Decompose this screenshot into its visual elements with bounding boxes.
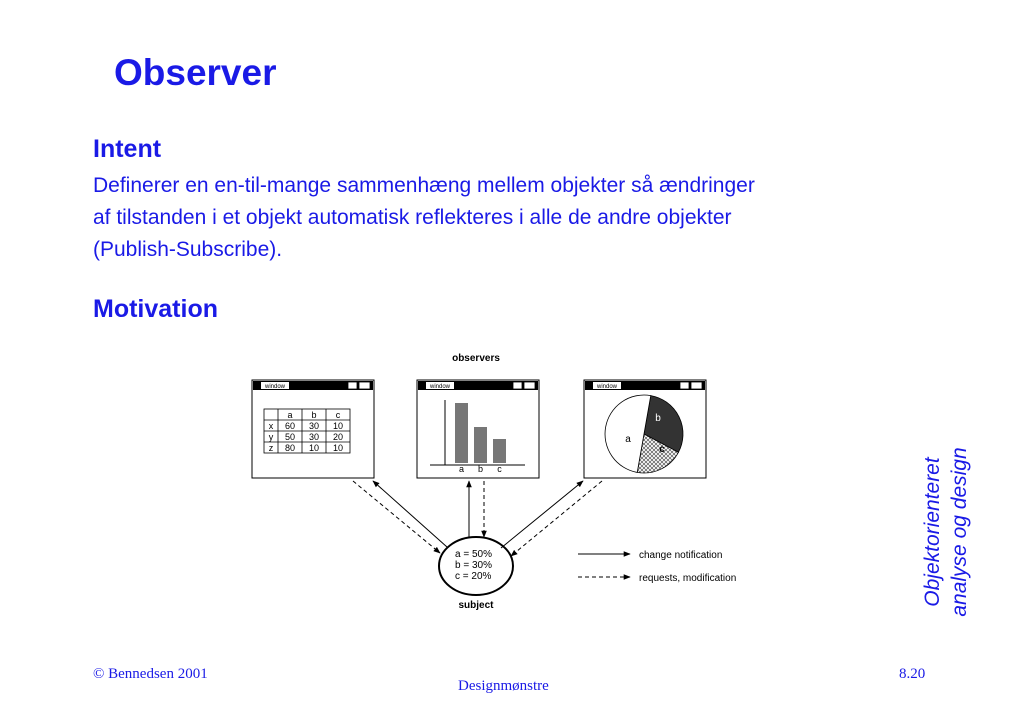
intent-line: af tilstanden i et objekt automatisk reflekteres i alle de andre objekter <box>93 206 732 229</box>
diagram-legend <box>578 550 736 584</box>
table-cell: 50 <box>284 432 296 442</box>
course-title-line: Objektorienteret <box>921 457 944 607</box>
subject-label: subject <box>458 600 494 611</box>
data-table <box>264 409 350 453</box>
bar <box>474 427 487 463</box>
bar <box>493 439 506 463</box>
footer-center: Designmønstre <box>458 678 549 694</box>
footer-copyright: © Bennedsen 2001 <box>93 666 208 682</box>
pie-label: c <box>659 444 665 455</box>
footer-page-number: 8.20 <box>899 666 926 682</box>
spreadsheet-window <box>252 380 374 478</box>
notify-arrow <box>373 481 447 547</box>
pie-label: b <box>655 413 661 424</box>
table-row-label: z <box>268 443 274 453</box>
subject-value: c = 20% <box>455 571 492 582</box>
pie-label: a <box>625 434 631 445</box>
table-cell: 30 <box>308 421 320 431</box>
legend-requests: requests, modification <box>639 573 737 584</box>
intent-line: (Publish-Subscribe). <box>93 238 283 261</box>
pie-chart-window <box>584 380 706 478</box>
slide-title: Observer <box>114 52 277 93</box>
table-cell: 20 <box>332 432 344 442</box>
course-title-line: analyse og design <box>948 447 971 617</box>
bar-label: a <box>458 464 465 474</box>
window-resize-icon <box>691 382 702 389</box>
request-arrow <box>353 481 440 553</box>
window-button-icon <box>513 382 522 389</box>
intent-line: Definerer en en-til-mange sammenhæng mellem objekter så ændringer <box>93 174 755 197</box>
intent-heading: Intent <box>93 135 162 163</box>
window-title: window <box>596 384 618 390</box>
observers-label: observers <box>452 353 500 364</box>
table-row-label: y <box>268 432 274 442</box>
subject-value: b = 30% <box>455 560 492 571</box>
table-header-cell: c <box>335 410 341 420</box>
subject-value: a = 50% <box>455 549 492 560</box>
pie <box>605 395 683 473</box>
window-button-icon <box>680 382 689 389</box>
notify-arrow <box>501 481 583 548</box>
course-title-vertical <box>919 447 973 616</box>
table-cell: 10 <box>308 443 320 453</box>
bar-chart-window <box>417 380 539 478</box>
table-cell: 80 <box>284 443 296 453</box>
table-header-cell: b <box>311 410 317 420</box>
window-button-icon <box>348 382 357 389</box>
table-cell: 30 <box>308 432 320 442</box>
table-header-cell: a <box>287 410 293 420</box>
request-arrow <box>511 481 602 556</box>
legend-change-notification: change notification <box>639 550 723 561</box>
window-resize-icon <box>359 382 370 389</box>
table-cell: 10 <box>332 443 344 453</box>
table-cell: 60 <box>284 421 296 431</box>
window-resize-icon <box>524 382 535 389</box>
motivation-heading: Motivation <box>93 295 218 323</box>
bar-label: c <box>497 464 502 474</box>
table-row-label: x <box>268 421 274 431</box>
window-title: window <box>264 384 286 390</box>
window-title: window <box>429 384 451 390</box>
bar <box>455 403 468 463</box>
table-cell: 10 <box>332 421 344 431</box>
bar-label: b <box>477 464 484 474</box>
